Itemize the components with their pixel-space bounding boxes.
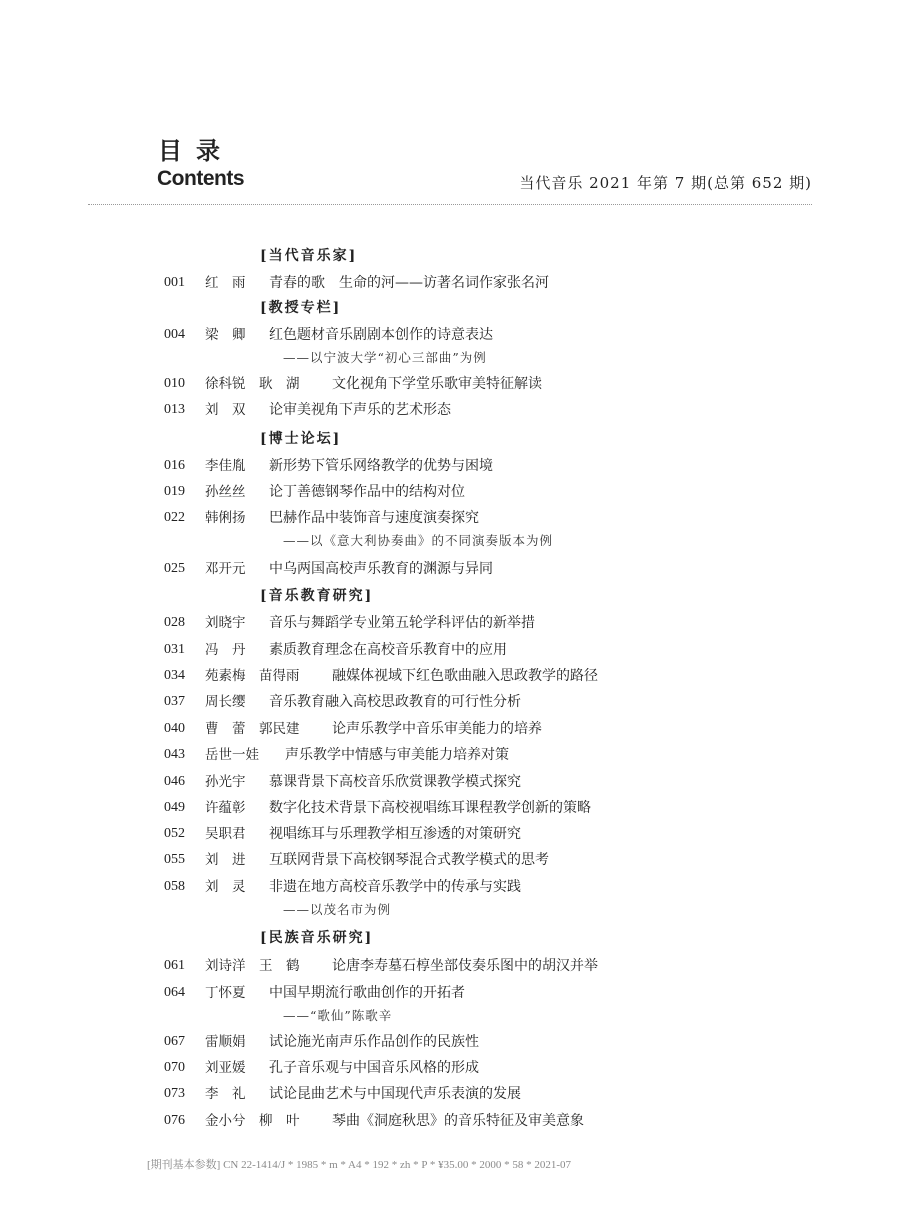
section-heading: [音乐教育研究]: [260, 588, 374, 604]
entry-title: 论唐李寿墓石椁坐部伎奏乐图中的胡汉并举: [332, 958, 598, 974]
toc-entry[interactable]: [0, 953, 900, 979]
entry-title: 论丁善德钢琴作品中的结构对位: [269, 484, 465, 500]
entry-title: 素质教育理念在高校音乐教育中的应用: [269, 642, 507, 658]
page-number: 034: [164, 668, 185, 683]
toc-entry[interactable]: [0, 742, 900, 768]
page-number: 049: [164, 800, 185, 815]
entry-title: 数字化技术背景下高校视唱练耳课程教学创新的策略: [269, 800, 591, 816]
page-number: 016: [164, 458, 185, 473]
entry-title: 青春的歌 生命的河——访著名词作家张名河: [269, 275, 549, 291]
page-number: 067: [164, 1034, 185, 1049]
section-heading: [民族音乐研究]: [260, 930, 374, 946]
toc-entry[interactable]: [0, 637, 900, 663]
toc-entry[interactable]: [0, 479, 900, 505]
entry-authors: 孙光宇: [205, 774, 246, 790]
entry-title: 非遗在地方高校音乐教学中的传承与实践: [269, 879, 521, 895]
entry-authors: 李佳胤: [205, 458, 246, 474]
entry-subtitle: ——以茂名市为例: [283, 902, 392, 917]
entry-authors: 冯 丹: [205, 642, 246, 658]
toc-entry[interactable]: [0, 689, 900, 715]
entry-title: 视唱练耳与乐理教学相互渗透的对策研究: [269, 826, 521, 842]
page-number: 052: [164, 826, 185, 841]
toc-entry[interactable]: [0, 453, 900, 479]
toc-entry[interactable]: [0, 874, 900, 900]
page-number: 061: [164, 958, 185, 973]
toc-entry[interactable]: [0, 505, 900, 531]
entry-authors: 许蕴彰: [205, 800, 246, 816]
page-number: 019: [164, 484, 185, 499]
page-number: 070: [164, 1060, 185, 1075]
entry-title: 试论施光南声乐作品创作的民族性: [269, 1034, 479, 1050]
toc-entry[interactable]: [0, 371, 900, 397]
entry-authors: 韩俐扬: [205, 510, 246, 526]
page-number: 004: [164, 327, 185, 342]
section-heading: [博士论坛]: [260, 431, 342, 447]
page-number: 073: [164, 1086, 185, 1101]
entry-authors: 苑素梅 苗得雨: [205, 668, 300, 684]
entry-authors: 刘晓宇: [205, 615, 246, 631]
toc-entry[interactable]: [0, 716, 900, 742]
toc-entry[interactable]: [0, 1081, 900, 1107]
entry-subtitle: ——以宁波大学“初心三部曲”为例: [283, 350, 487, 365]
entry-title: 新形势下管乐网络教学的优势与困境: [269, 458, 493, 474]
entry-authors: 孙丝丝: [205, 484, 246, 500]
page-number: 013: [164, 402, 185, 417]
entry-title: 音乐教育融入高校思政教育的可行性分析: [269, 694, 521, 710]
entry-subtitle: ——以《意大利协奏曲》的不同演奏版本为例: [283, 533, 554, 548]
page-number: 046: [164, 774, 185, 789]
entry-authors: 徐科锐 耿 湖: [205, 376, 300, 392]
toc-entry[interactable]: [0, 663, 900, 689]
page-number: 064: [164, 985, 185, 1000]
toc-entry[interactable]: [0, 847, 900, 873]
entry-title: 互联网背景下高校钢琴混合式教学模式的思考: [269, 852, 549, 868]
entry-authors: 梁 卿: [205, 327, 246, 343]
entry-title: 声乐教学中情感与审美能力培养对策: [285, 747, 509, 763]
toc-entry[interactable]: [0, 769, 900, 795]
page-number: 028: [164, 615, 185, 630]
toc-entry[interactable]: [0, 322, 900, 348]
entry-title: 巴赫作品中装饰音与速度演奏探究: [269, 510, 479, 526]
toc-entry[interactable]: [0, 556, 900, 582]
toc-entry[interactable]: [0, 270, 900, 296]
toc-entry[interactable]: [0, 980, 900, 1006]
entry-title: 音乐与舞蹈学专业第五轮学科评估的新举措: [269, 615, 535, 631]
entry-authors: 刘 灵: [205, 879, 246, 895]
entry-title: 文化视角下学堂乐歌审美特征解读: [332, 376, 542, 392]
page-number: 040: [164, 721, 185, 736]
page-number: 001: [164, 275, 185, 290]
issue-info: 当代音乐 2021 年第 7 期(总第 652 期): [519, 174, 812, 192]
page-number: 076: [164, 1113, 185, 1128]
entry-authors: 曹 蕾 郭民建: [205, 721, 300, 737]
page-number: 055: [164, 852, 185, 867]
entry-authors: 刘亚媛: [205, 1060, 246, 1076]
section-heading: [当代音乐家]: [260, 248, 358, 264]
toc-entry[interactable]: [0, 1108, 900, 1134]
entry-title: 融媒体视域下红色歌曲融入思政教学的路径: [332, 668, 598, 684]
entry-authors: 丁怀夏: [205, 985, 246, 1001]
page-number: 058: [164, 879, 185, 894]
entry-title: 琴曲《洞庭秋思》的音乐特征及审美意象: [332, 1113, 584, 1129]
entry-authors: 刘 双: [205, 402, 246, 418]
toc-entry[interactable]: [0, 795, 900, 821]
section-heading: [教授专栏]: [260, 300, 342, 316]
entry-title: 中国早期流行歌曲创作的开拓者: [269, 985, 465, 1001]
entry-authors: 周长缨: [205, 694, 246, 710]
entry-authors: 雷顺娟: [205, 1034, 246, 1050]
entry-title: 中乌两国高校声乐教育的渊源与异同: [269, 561, 493, 577]
page-number: 043: [164, 747, 185, 762]
toc-entry[interactable]: [0, 821, 900, 847]
entry-authors: 邓开元: [205, 561, 246, 577]
toc-entry[interactable]: [0, 1029, 900, 1055]
entry-authors: 岳世一娃: [205, 747, 259, 763]
entry-title: 试论昆曲艺术与中国现代声乐表演的发展: [269, 1086, 521, 1102]
page-number: 031: [164, 642, 185, 657]
journal-parameters: [期刊基本参数] CN 22-1414/J * 1985 * m * A4 * 192 * zh * P * ¥35.00 * 2000 * 58 * 2021-07: [147, 1159, 572, 1171]
toc-entry[interactable]: [0, 1055, 900, 1081]
page-number: 025: [164, 561, 185, 576]
entry-title: 红色题材音乐剧剧本创作的诗意表达: [269, 327, 493, 343]
entry-authors: 金小兮 柳 叶: [205, 1113, 300, 1129]
entry-title: 孔子音乐观与中国音乐风格的形成: [269, 1060, 479, 1076]
entry-authors: 红 雨: [205, 275, 246, 291]
toc-title-en: Contents: [157, 167, 244, 190]
entry-title: 论声乐教学中音乐审美能力的培养: [332, 721, 542, 737]
entry-authors: 刘 进: [205, 852, 246, 868]
page-number: 022: [164, 510, 185, 525]
entry-authors: 吴职君: [205, 826, 246, 842]
toc-title-cn: 目录: [158, 137, 234, 165]
page-number: 037: [164, 694, 185, 709]
entry-subtitle: ——“歌仙”陈歌辛: [283, 1008, 393, 1023]
toc-entry[interactable]: [0, 397, 900, 423]
page-number: 010: [164, 376, 185, 391]
toc-entry[interactable]: [0, 610, 900, 636]
entry-authors: 李 礼: [205, 1086, 246, 1102]
entry-authors: 刘诗洋 王 鹤: [205, 958, 300, 974]
entry-title: 慕课背景下高校音乐欣赏课教学模式探究: [269, 774, 521, 790]
entry-title: 论审美视角下声乐的艺术形态: [269, 402, 451, 418]
